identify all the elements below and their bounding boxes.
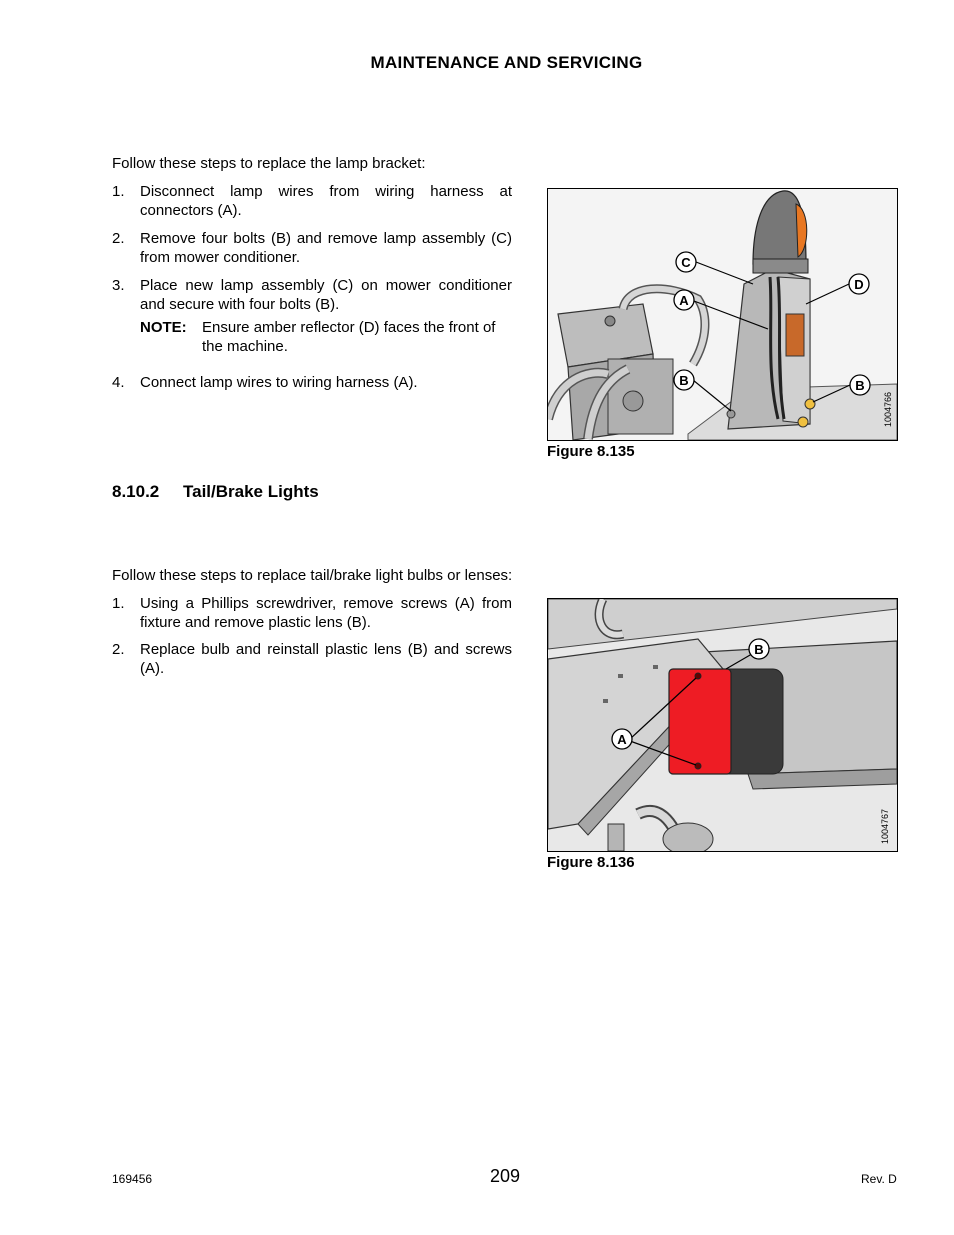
figure-136-id: 1004767 [880, 808, 890, 844]
callout-c-label: C [681, 255, 691, 270]
lamp-intro: Follow these steps to replace the lamp bracket: [112, 155, 426, 172]
step-text: Using a Phillips screwdriver, remove screws (A) from fixture and remove plastic lens (B). [140, 595, 512, 631]
callout-b-label: B [754, 642, 764, 657]
figure-135-illustration [547, 188, 898, 441]
note-text: Ensure amber reflector (D) faces the front of the machine. [202, 319, 496, 355]
figure-135-id: 1004766 [883, 391, 893, 427]
step-number: 3. [112, 277, 125, 294]
callout-a [612, 729, 632, 749]
figure-136-illustration [547, 598, 898, 852]
step-text: Remove four bolts (B) and remove lamp assembly (C) from mower conditioner. [140, 230, 512, 266]
step-text: Connect lamp wires to wiring harness (A). [140, 374, 418, 391]
revision: Rev. D [861, 1172, 897, 1186]
step-number: 4. [112, 374, 125, 391]
callout-d [849, 274, 869, 294]
page-header: MAINTENANCE AND SERVICING [370, 53, 643, 72]
callout-b-left-label: B [679, 373, 689, 388]
document-number: 169456 [112, 1172, 153, 1186]
step-number: 1. [112, 595, 125, 612]
callout-b [749, 639, 769, 659]
step-text: Replace bulb and reinstall plastic lens (B) and screws (A). [140, 641, 512, 677]
callout-b-right [850, 375, 870, 395]
step-number: 2. [112, 641, 125, 658]
page-number: 209 [490, 1166, 521, 1186]
figure-136-caption: Figure 8.136 [547, 854, 635, 871]
callout-d-label: D [854, 277, 864, 292]
step-number: 2. [112, 230, 125, 247]
callout-a-label: A [617, 732, 627, 747]
step-text: Disconnect lamp wires from wiring harness at connectors (A). [140, 183, 512, 219]
step-text: Place new lamp assembly (C) on mower conditioner and secure with four bolts (B). [140, 277, 512, 313]
callout-a [674, 290, 694, 310]
section-title: Tail/Brake Lights [183, 482, 319, 501]
callout-a-label: A [679, 293, 689, 308]
figure-135-caption: Figure 8.135 [547, 443, 635, 460]
callout-b-left [674, 370, 694, 390]
step-number: 1. [112, 183, 125, 200]
callout-c [676, 252, 696, 272]
callout-b-right-label: B [855, 378, 865, 393]
section-number: 8.10.2 [112, 482, 160, 501]
note-label: NOTE: [140, 319, 187, 336]
tail-intro: Follow these steps to replace tail/brake light bulbs or lenses: [112, 567, 513, 584]
